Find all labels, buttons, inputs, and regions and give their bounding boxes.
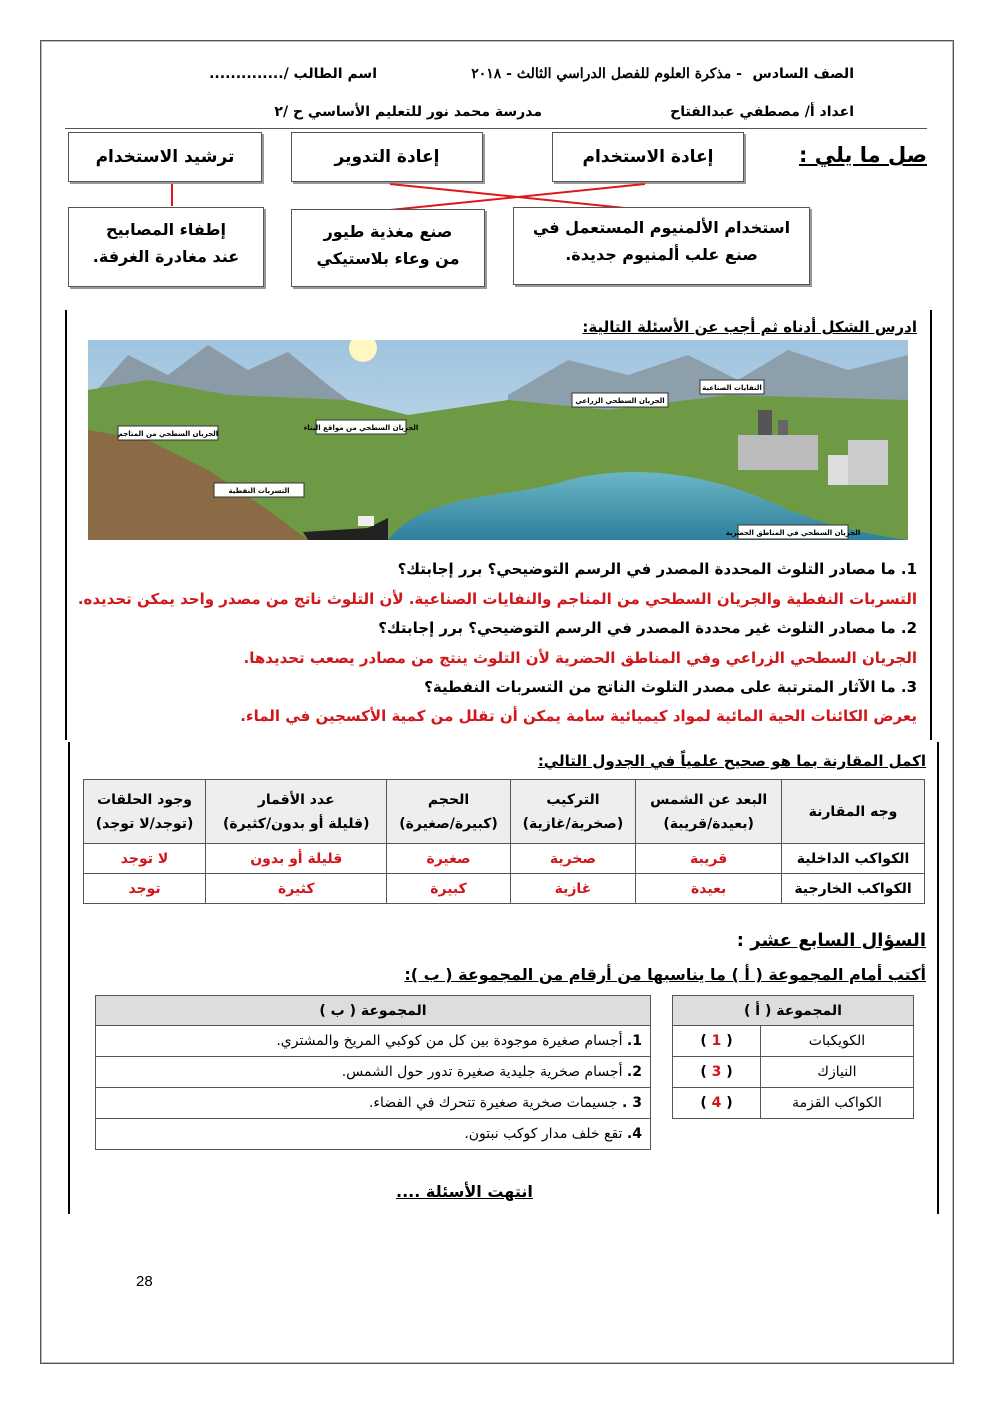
page-number: 28	[136, 1273, 153, 1290]
comparison-cell: قليلة أو بدون	[206, 844, 387, 874]
question-2: 2. ما مصادر التلوث غير محددة المصدر في الرسم التوضيحي؟ برر إجابتك؟	[378, 619, 917, 637]
section-left-rule	[65, 310, 67, 740]
match-bottom-aluminium	[513, 207, 810, 285]
grade-label: الصف السادس	[752, 66, 854, 82]
comparison-col-moons-options: (قليلة أو بدون/كثيرة)	[223, 815, 370, 832]
group-a-answer: ( 4 )	[673, 1088, 761, 1119]
label-mine-runoff: الجريان السطحي من المناجم	[117, 430, 219, 438]
school-name: مدرسة محمد نور للتعليم الأساسي ح /٢	[274, 104, 542, 120]
group-a-table	[672, 995, 914, 1119]
group-b-item	[96, 1119, 651, 1150]
comparison-col-moons-name: عدد الأقمار	[257, 791, 335, 808]
match-top-reuse: إعادة الاستخدام	[552, 132, 744, 182]
prepared-by: اعداد أ/ مصطفي عبدالفتاح	[670, 104, 854, 120]
answer-1: التسربات النفطية والجريان السطحي من المناجم والنفايات الصناعية. لأن التلوث ناتج من مصدر واحد يمكن تحديده.	[77, 590, 917, 608]
comparison-col-composition-name: التركيب	[546, 791, 600, 808]
comparison-col-rings	[84, 780, 206, 844]
comparison-col-distance-options: (بعيدة/قريبة)	[663, 815, 754, 832]
q17-instruction: أكتب أمام المجموعة ( أ ) ما يناسبها من أرقام من المجموعة ( ب ):	[404, 965, 926, 984]
match-bottom-bird-feeder-line2: من وعاء بلاستيكي	[316, 249, 460, 268]
lower-right-rule	[937, 742, 939, 1214]
comparison-col-rings-name: وجود الحلقات	[97, 791, 192, 808]
comparison-row-outer-label: الكواكب الخارجية	[782, 874, 925, 904]
group-b-item	[96, 1026, 651, 1057]
q17-title: السؤال السابع عشر	[750, 930, 926, 951]
comparison-cell: غازية	[510, 874, 636, 904]
group-b-text: تقع خلف مدار كوكب نبتون.	[464, 1126, 623, 1142]
end-of-questions: انتهت الأسئلة ....	[396, 1182, 533, 1201]
comparison-col-size	[387, 780, 510, 844]
comparison-col-composition	[510, 780, 636, 844]
group-b-header: المجموعة ( ب )	[96, 996, 651, 1026]
group-b-num: 2.	[626, 1064, 642, 1080]
student-name-field: اسم الطالب /..............	[209, 66, 377, 82]
match-top-rationalize: ترشيد الاستخدام	[68, 132, 262, 182]
group-b-item	[96, 1088, 651, 1119]
group-a-header: المجموعة ( أ )	[673, 996, 914, 1026]
comparison-row-inner-label: الكواكب الداخلية	[782, 844, 925, 874]
comparison-col-moons	[206, 780, 387, 844]
group-b-text: أجسام صخرية جليدية صغيرة تدور حول الشمس.	[341, 1064, 623, 1080]
label-agricultural-runoff: الجريان السطحي الزراعي	[575, 397, 665, 405]
group-b-num: 4.	[626, 1126, 642, 1142]
comparison-col-composition-options: (صخرية/غازية)	[522, 815, 624, 832]
match-bottom-bird-feeder	[291, 209, 485, 287]
match-bottom-lights-line1: إطفاء المصابيح	[106, 220, 226, 239]
group-b-table	[95, 995, 651, 1150]
group-b-num: 1.	[626, 1033, 642, 1049]
memo-title: - مذكرة العلوم للفصل الدراسي الثالث - ٢٠١٨	[471, 66, 742, 82]
group-a-term: الكواكب القزمة	[761, 1088, 914, 1119]
comparison-col-distance-name: البعد عن الشمس	[650, 791, 768, 808]
pollution-illustration-drawing	[88, 340, 908, 540]
label-urban-runoff: الجريان السطحي في المناطق الحضرية	[725, 529, 861, 537]
matching-title: صل ما يلي :	[799, 143, 927, 167]
lower-left-rule	[68, 742, 70, 1214]
group-a-answer-value: 4	[711, 1095, 722, 1111]
comparison-cell: صخرية	[510, 844, 636, 874]
comparison-cell: كبيرة	[387, 874, 510, 904]
comparison-cell: قريبة	[636, 844, 782, 874]
match-bottom-lights-line2: عند مغادرة الغرفة.	[92, 247, 240, 266]
section-right-rule	[930, 310, 932, 740]
match-bottom-aluminium-line2: صنع علب ألمنيوم جديدة.	[565, 245, 758, 264]
group-b-text: جسيمات صخرية صغيرة تتحرك في الفضاء.	[368, 1095, 618, 1111]
answer-2: الجريان السطحي الزراعي وفي المناطق الحضرية لأن التلوث ينتج من مصادر يصعب تحديدها.	[243, 649, 917, 667]
group-a-term: النيازك	[761, 1057, 914, 1088]
comparison-cell: صغيرة	[387, 844, 510, 874]
comparison-col-rings-options: (توجد/لا توجد)	[95, 815, 194, 832]
match-bottom-lights	[68, 207, 264, 287]
pollution-illustration	[88, 340, 908, 540]
comparison-cell: بعيدة	[636, 874, 782, 904]
comparison-col-distance	[636, 780, 782, 844]
comparison-cell: توجد	[84, 874, 206, 904]
comparison-cell: كثيرة	[206, 874, 387, 904]
label-construction-runoff: الجريان السطحي من مواقع البناء	[303, 424, 419, 432]
comparison-col-size-options: (كبيرة/صغيرة)	[399, 815, 498, 832]
comparison-col-size-name: الحجم	[427, 791, 470, 808]
comparison-title: اكمل المقارنة بما هو صحيح علمياً في الجدول التالي:	[537, 752, 926, 770]
question-3: 3. ما الآثار المترتبة على مصدر التلوث الناتج من التسربات النفطية؟	[424, 678, 917, 696]
group-b-num: 3 .	[622, 1095, 642, 1111]
question-1: 1. ما مصادر التلوث المحددة المصدر في الرسم التوضيحي؟ برر إجابتك؟	[397, 560, 917, 578]
group-b-text: أجسام صغيرة موجودة بين كل من كوكبي المريخ والمشتري.	[276, 1033, 623, 1049]
match-bottom-bird-feeder-line1: صنع مغذية طيور	[323, 222, 453, 241]
answer-3: يعرض الكائنات الحية المائية لمواد كيميائية سامة يمكن أن تقلل من كمية الأكسجين في الماء.	[240, 707, 917, 725]
label-oil-spills: التسربات النفطية	[228, 487, 290, 495]
group-a-answer: ( 1 )	[673, 1026, 761, 1057]
match-bottom-aluminium-line1: استخدام الألمنيوم المستعمل في	[532, 218, 791, 237]
comparison-header-label: وجه المقارنة	[782, 780, 925, 844]
comparison-table	[83, 779, 925, 904]
group-b-item	[96, 1057, 651, 1088]
q17-title-row: السؤال السابع عشر :	[736, 930, 926, 951]
group-a-answer-value: 3	[711, 1064, 722, 1080]
match-top-recycle: إعادة التدوير	[291, 132, 483, 182]
comparison-cell: لا توجد	[84, 844, 206, 874]
group-a-answer-value: 1	[711, 1033, 722, 1049]
label-industrial-waste: النفايات الصناعية	[702, 384, 762, 392]
group-a-term: الكويكبات	[761, 1026, 914, 1057]
group-a-answer: ( 3 )	[673, 1057, 761, 1088]
figure-section-title: ادرس الشكل أدناه ثم أجب عن الأسئلة التالية:	[582, 318, 917, 336]
